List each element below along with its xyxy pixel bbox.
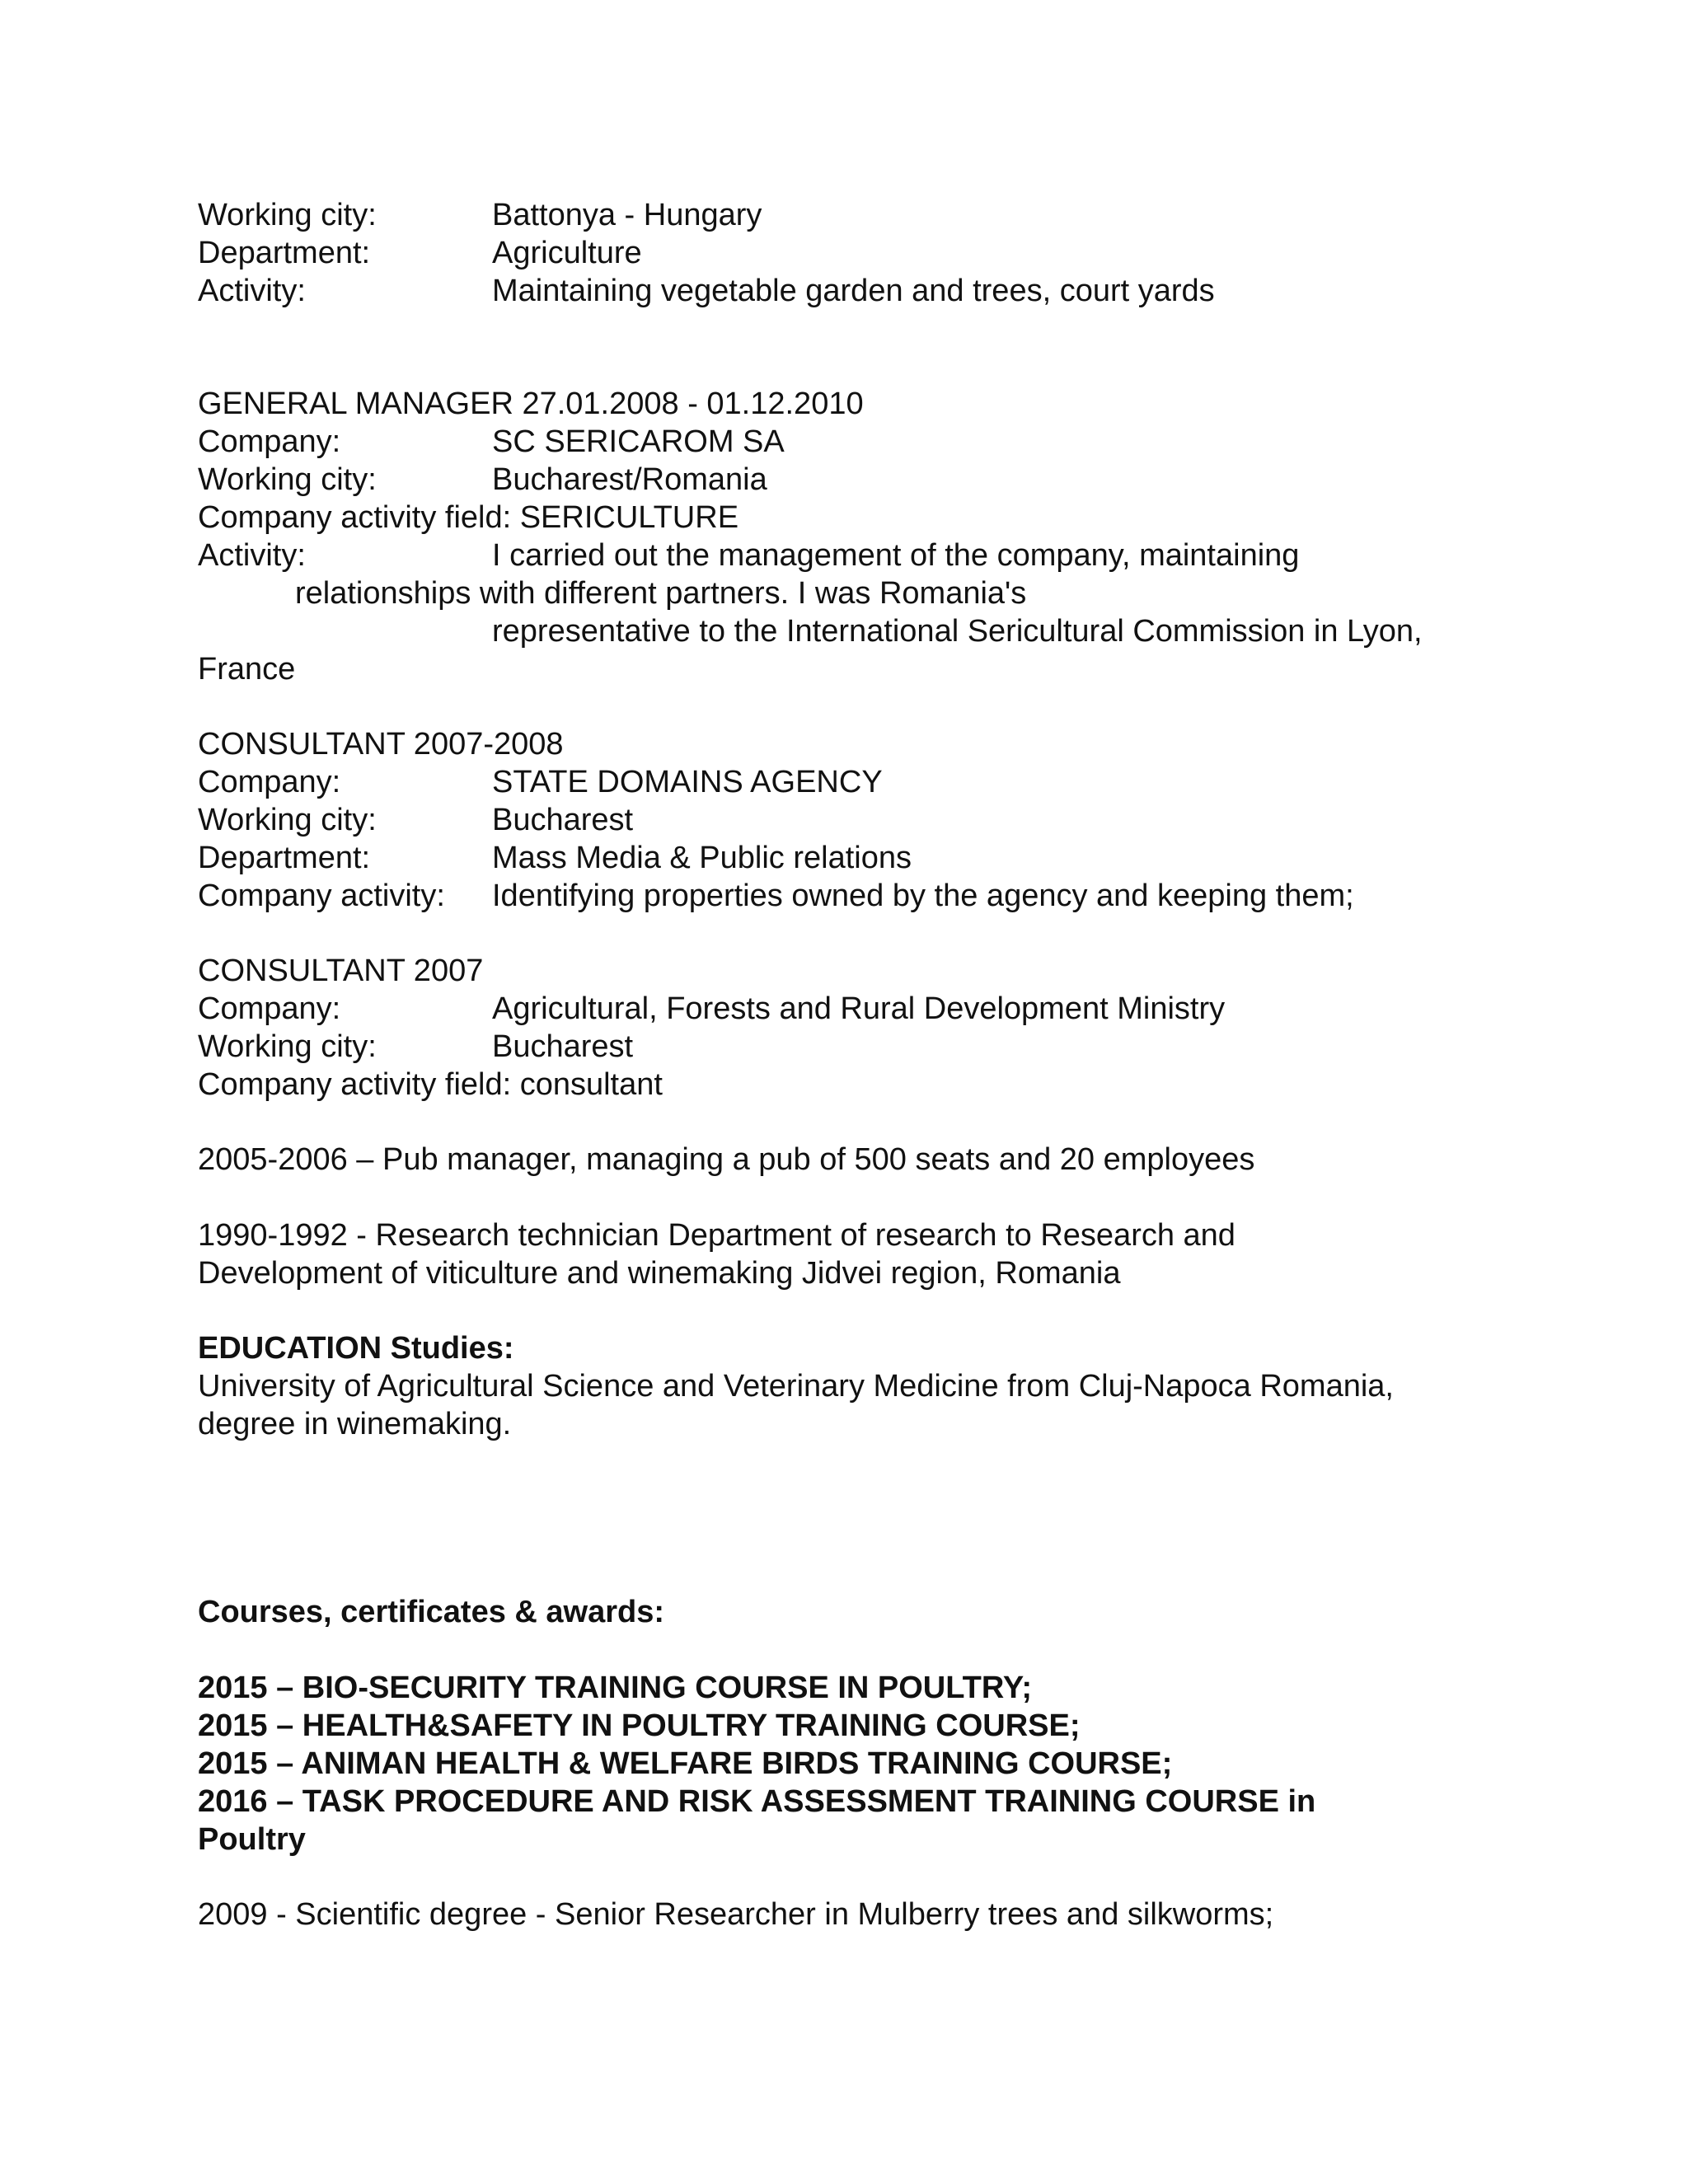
field-value: Bucharest bbox=[492, 803, 634, 837]
field-value: I carried out the management of the company, maintaining bbox=[492, 538, 1300, 573]
field-label: Working city: bbox=[198, 198, 377, 232]
gm-activity-line2: relationships with different partners. I was Romania's bbox=[295, 576, 1027, 611]
field-value: Identifying properties owned by the agency and keeping them; bbox=[492, 879, 1354, 913]
field-label: Company: bbox=[198, 765, 341, 799]
field-label: Working city: bbox=[198, 1029, 377, 1064]
consultant-2007-2008-title: CONSULTANT 2007-2008 bbox=[198, 727, 564, 762]
field-value: Agricultural, Forests and Rural Development Ministry bbox=[492, 991, 1226, 1026]
gm-activity-field: Company activity field: SERICULTURE bbox=[198, 500, 739, 535]
field-value: Bucharest bbox=[492, 1029, 634, 1064]
education-heading: EDUCATION Studies: bbox=[198, 1331, 514, 1366]
scientific-degree-entry: 2009 - Scientific degree - Senior Researcher in Mulberry trees and silkworms; bbox=[198, 1897, 1274, 1932]
field-value: Bucharest/Romania bbox=[492, 462, 767, 497]
research-tech-line2: Development of viticulture and winemaking Jidvei region, Romania bbox=[198, 1256, 1121, 1291]
field-label: Working city: bbox=[198, 462, 377, 497]
general-manager-title: GENERAL MANAGER 27.01.2008 - 01.12.2010 bbox=[198, 387, 864, 421]
courses-heading: Courses, certificates & awards: bbox=[198, 1595, 665, 1629]
pub-manager-entry: 2005-2006 – Pub manager, managing a pub of 500 seats and 20 employees bbox=[198, 1142, 1255, 1177]
course-item: 2016 – TASK PROCEDURE AND RISK ASSESSMENT TRAINING COURSE in bbox=[198, 1784, 1316, 1819]
field-value: SC SERICAROM SA bbox=[492, 424, 785, 459]
field-label: Company activity: bbox=[198, 879, 445, 913]
gm-activity-line4: France bbox=[198, 652, 296, 687]
field-value: Agriculture bbox=[492, 236, 642, 270]
field-value: Battonya - Hungary bbox=[492, 198, 762, 232]
course-item: 2015 – HEALTH&SAFETY IN POULTRY TRAINING COURSE; bbox=[198, 1708, 1081, 1743]
field-value: Maintaining vegetable garden and trees, court yards bbox=[492, 274, 1215, 308]
education-line2: degree in winemaking. bbox=[198, 1407, 512, 1441]
field-label: Department: bbox=[198, 236, 371, 270]
course-item-continuation: Poultry bbox=[198, 1822, 306, 1857]
field-label: Department: bbox=[198, 841, 371, 875]
research-tech-line1: 1990-1992 - Research technician Department of research to Research and bbox=[198, 1218, 1236, 1253]
field-label: Company: bbox=[198, 424, 341, 459]
field-label: Working city: bbox=[198, 803, 377, 837]
field-label: Company: bbox=[198, 991, 341, 1026]
gm-activity-line3: representative to the International Sericultural Commission in Lyon, bbox=[492, 614, 1423, 649]
field-value: Mass Media & Public relations bbox=[492, 841, 912, 875]
field-label: Activity: bbox=[198, 538, 306, 573]
consultant-2007-title: CONSULTANT 2007 bbox=[198, 954, 484, 988]
field-label: Activity: bbox=[198, 274, 306, 308]
field-value: STATE DOMAINS AGENCY bbox=[492, 765, 883, 799]
course-item: 2015 – BIO-SECURITY TRAINING COURSE IN POULTRY; bbox=[198, 1671, 1033, 1705]
education-line1: University of Agricultural Science and Veterinary Medicine from Cluj-Napoca Romania, bbox=[198, 1369, 1394, 1404]
course-item: 2015 – ANIMAN HEALTH & WELFARE BIRDS TRAINING COURSE; bbox=[198, 1746, 1173, 1781]
c2-activity-field: Company activity field: consultant bbox=[198, 1067, 663, 1102]
